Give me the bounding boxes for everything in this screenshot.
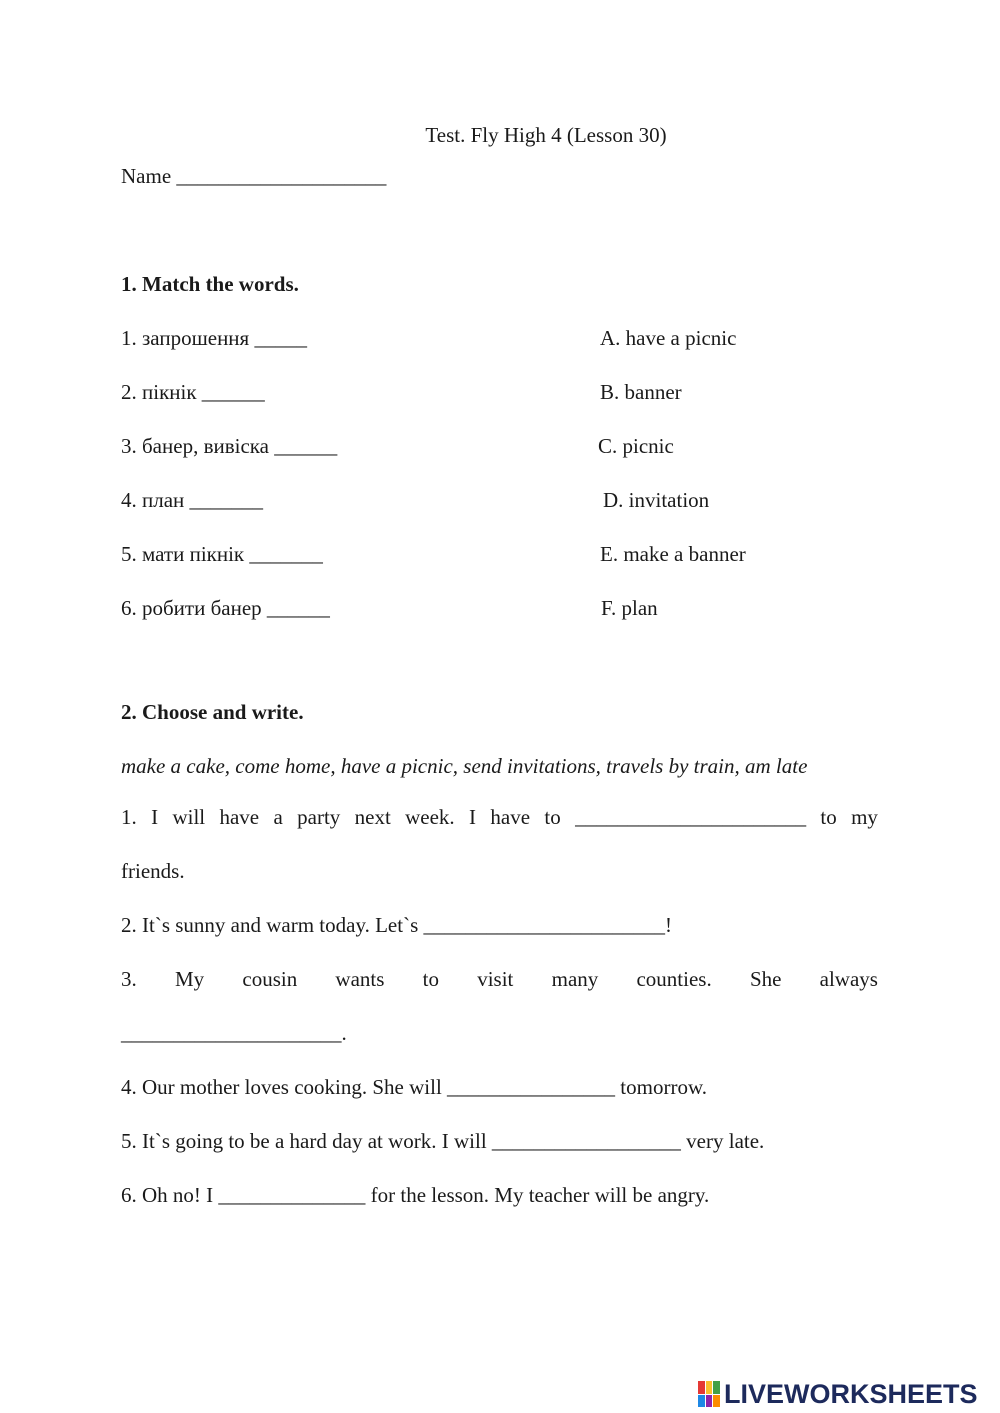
match-right-d: D. invitation <box>603 488 710 512</box>
question-1-word: to <box>544 805 561 829</box>
question-3-word: counties. <box>636 967 712 991</box>
question-3-word: visit <box>477 967 514 991</box>
match-left-5[interactable]: 5. мати пікнік _______ <box>121 542 323 566</box>
question-3-word: 3. <box>121 967 137 991</box>
page-title: Test. Fly High 4 (Lesson 30) <box>425 123 667 147</box>
match-right-f: F. plan <box>601 596 658 620</box>
question-3-word: always <box>819 967 878 991</box>
question-1-word: 1. <box>121 805 137 829</box>
question-2[interactable]: 2. It`s sunny and warm today. Let`s _______________________! <box>121 913 672 937</box>
logo-tile <box>698 1395 705 1408</box>
logo-tile <box>698 1381 705 1394</box>
question-1-word[interactable]: ______________________ <box>575 805 807 829</box>
match-left-1[interactable]: 1. запрошення _____ <box>121 326 307 350</box>
question-1-word: next <box>354 805 391 829</box>
question-1-word: party <box>297 805 341 829</box>
match-left-4[interactable]: 4. план _______ <box>121 488 264 512</box>
question-1-word: have <box>490 805 531 829</box>
question-4[interactable]: 4. Our mother loves cooking. She will ________________ tomorrow. <box>121 1075 708 1099</box>
match-left-2[interactable]: 2. пікнік ______ <box>121 380 265 404</box>
match-right-c: C. picnic <box>598 434 674 458</box>
question-1-word: will <box>172 805 206 829</box>
logo-tile <box>713 1395 720 1408</box>
match-left-6[interactable]: 6. робити банер ______ <box>121 596 330 620</box>
question-5[interactable]: 5. It`s going to be a hard day at work. I will __________________ very late. <box>121 1129 765 1153</box>
match-right-b: B. banner <box>600 380 682 404</box>
question-3-word: to <box>422 967 439 991</box>
question-3-line <box>121 966 878 992</box>
question-1-word: have <box>219 805 260 829</box>
question-1-word: I <box>151 805 159 829</box>
question-3-word: many <box>551 967 599 991</box>
logo-tile <box>706 1381 713 1394</box>
logo-tile <box>713 1381 720 1394</box>
question-1-line <box>121 804 878 830</box>
question-1-word: week. <box>405 805 455 829</box>
question-1-word: a <box>273 805 283 829</box>
section1-heading: 1. Match the words. <box>121 272 299 296</box>
logo-text: LIVEWORKSHEETS <box>724 1378 978 1409</box>
logo-tile <box>706 1395 713 1408</box>
liveworksheets-logo <box>698 1378 978 1410</box>
question-6[interactable]: 6. Oh no! I ______________ for the lesson. My teacher will be angry. <box>121 1183 710 1207</box>
question-1-word: my <box>851 805 878 829</box>
word-bank: make a cake, come home, have a picnic, send invitations, travels by train, am late <box>121 754 808 778</box>
question-3-word: She <box>749 967 782 991</box>
logo-mark-icon <box>698 1381 720 1407</box>
match-right-e: E. make a banner <box>600 542 746 566</box>
question-3-blank[interactable]: _____________________. <box>121 1021 347 1045</box>
question-1-word: I <box>469 805 477 829</box>
question-1-word: to <box>820 805 837 829</box>
question-3-word: My <box>174 967 205 991</box>
name-field[interactable]: Name ____________________ <box>121 164 387 188</box>
match-right-a: A. have a picnic <box>600 326 737 350</box>
question-3-word: wants <box>335 967 385 991</box>
match-left-3[interactable]: 3. банер, вивіска ______ <box>121 434 338 458</box>
question-3-word: cousin <box>242 967 298 991</box>
question-1-continuation: friends. <box>121 859 185 883</box>
section2-heading: 2. Choose and write. <box>121 700 304 724</box>
